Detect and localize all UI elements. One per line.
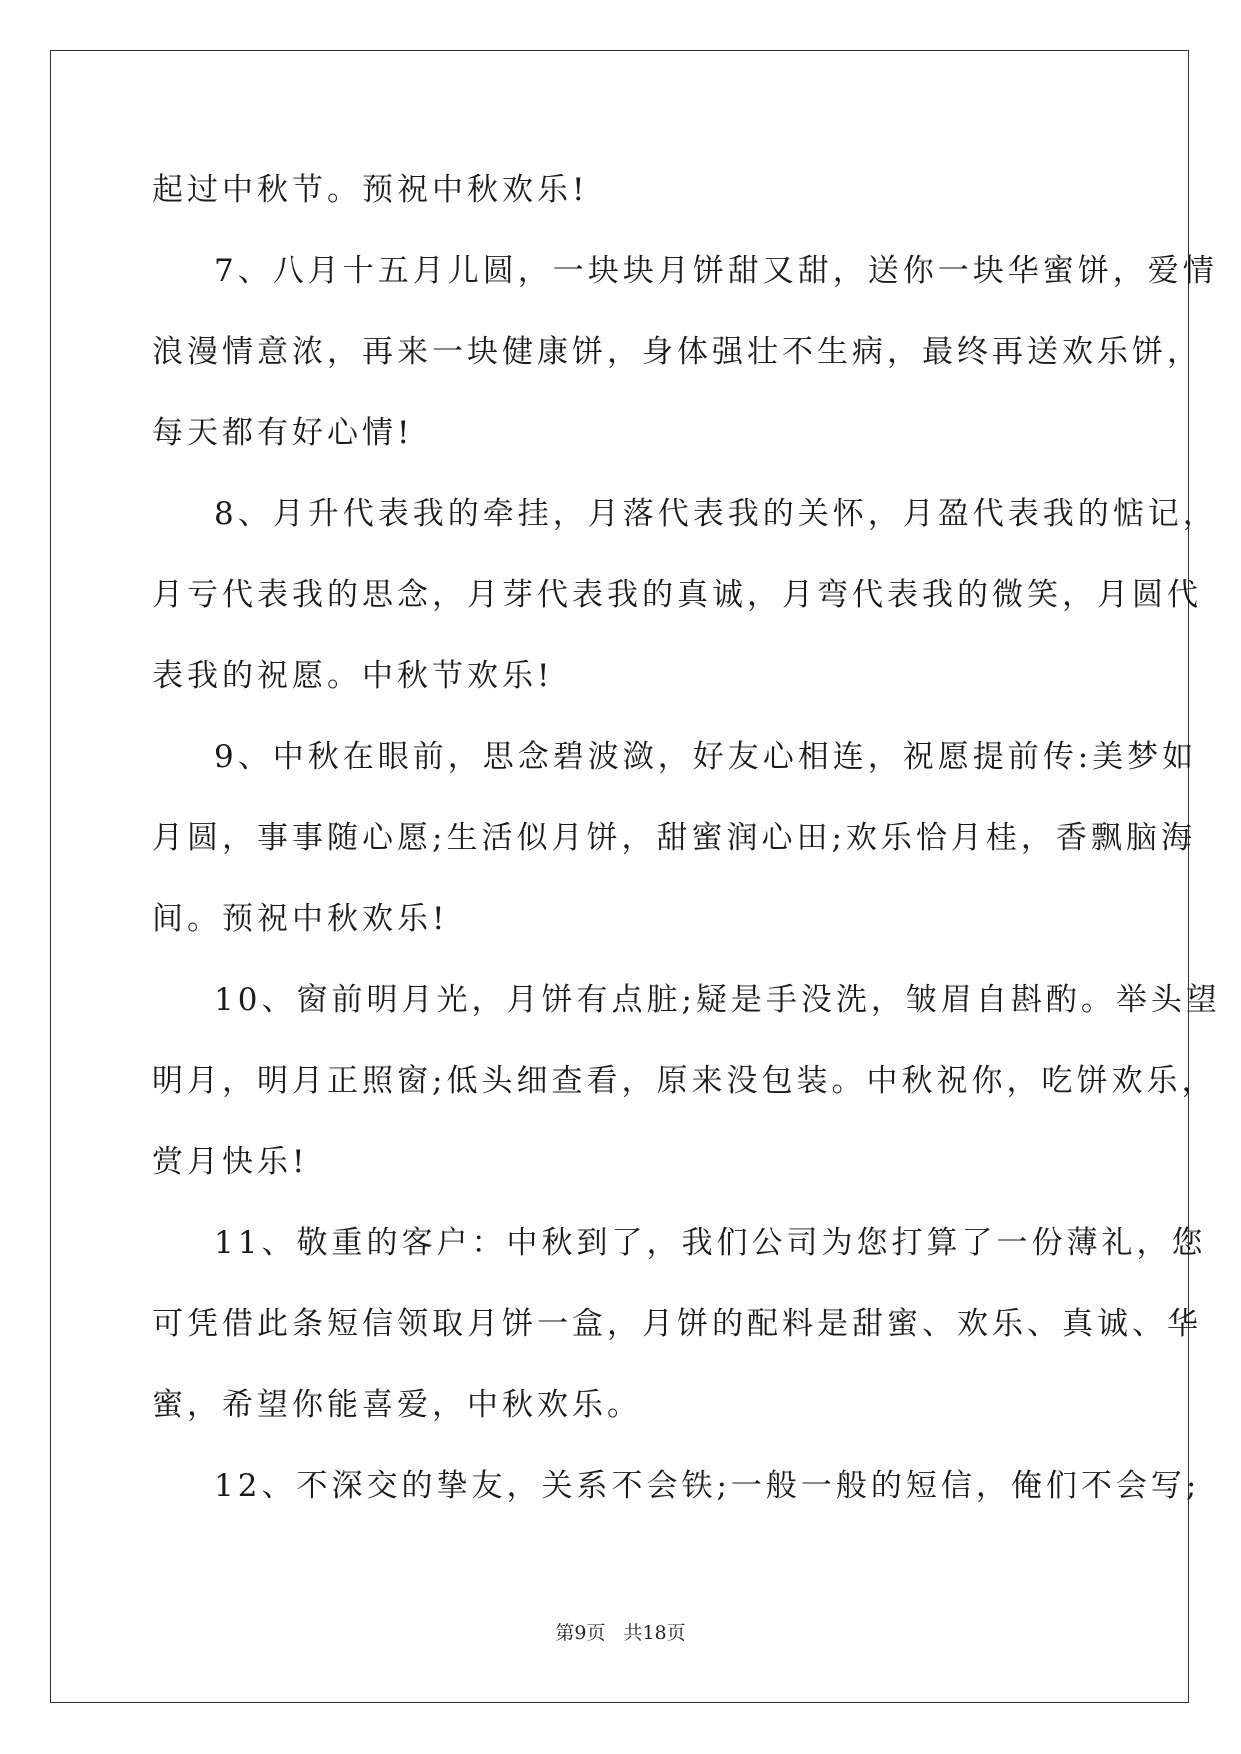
text-line: 9、中秋在眼前，思念碧波潋，好友心相连，祝愿提前传:美梦如 [214,739,1198,775]
text-line: 每天都有好心情! [152,415,414,451]
text-line: 8、月升代表我的牵挂，月落代表我的关怀，月盈代表我的惦记， [214,496,1218,532]
text-line: 7、八月十五月儿圆，一块块月饼甜又甜，送你一块华蜜饼，爱情 [214,253,1218,289]
text-line: 浪漫情意浓，再来一块健康饼，身体强壮不生病，最终再送欢乐饼， [152,334,1202,370]
page-total: 共18页 [623,1622,686,1644]
page-footer [0,1618,1241,1645]
text-line: 起过中秋节。预祝中秋欢乐! [152,172,589,208]
text-line: 月亏代表我的思念，月芽代表我的真诚，月弯代表我的微笑，月圆代 [152,577,1202,613]
document-body [152,150,1221,1527]
text-line: 12、不深交的挚友，关系不会铁;一般一般的短信，俺们不会写; [214,1468,1201,1504]
text-line: 赏月快乐! [152,1144,309,1180]
text-line: 表我的祝愿。中秋节欢乐! [152,658,554,694]
text-line: 10、窗前明月光，月饼有点脏;疑是手没洗，皱眉自斟酌。举头望 [214,982,1221,1018]
text-line: 蜜，希望你能喜爱，中秋欢乐。 [152,1387,642,1423]
text-line: 11、敬重的客户：中秋到了，我们公司为您打算了一份薄礼，您 [214,1225,1207,1261]
page-number: 第9页 [555,1622,606,1644]
text-line: 明月，明月正照窗;低头细查看，原来没包装。中秋祝你，吃饼欢乐， [152,1063,1217,1099]
text-line: 间。预祝中秋欢乐! [152,901,449,937]
text-line: 月圆，事事随心愿;生活似月饼，甜蜜润心田;欢乐恰月桂，香飘脑海 [152,820,1196,856]
text-line: 可凭借此条短信领取月饼一盒，月饼的配料是甜蜜、欢乐、真诚、华 [152,1306,1202,1342]
